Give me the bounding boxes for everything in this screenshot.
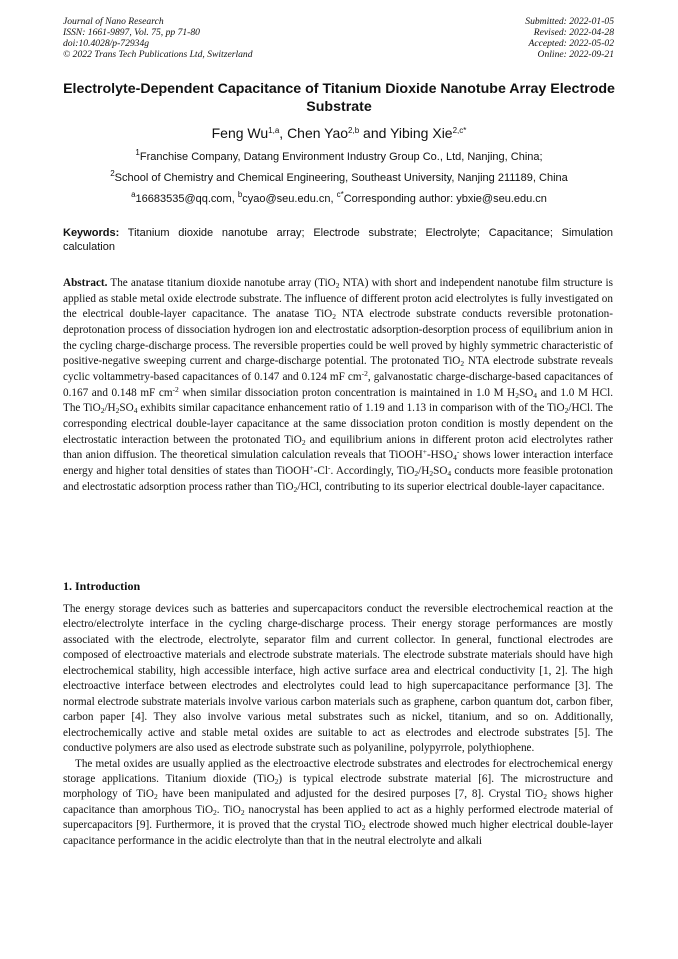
journal-doi: doi:10.4028/p-72934g <box>63 38 150 49</box>
journal-header <box>63 16 363 60</box>
affiliation-mark: 1 <box>135 148 140 157</box>
affiliation-text: School of Chemistry and Chemical Engineering, Southeast University, Nanjing 211189, China <box>114 172 568 184</box>
subscript: 2 <box>100 406 105 416</box>
date-revised: Revised: 2022-04-28 <box>533 27 614 38</box>
author-emails <box>60 192 618 206</box>
paragraph <box>63 757 613 850</box>
paragraph-text: ) is typical electrode substrate material [6]. The microstructure and morphology of TiO <box>63 772 613 801</box>
email-link[interactable]: cyao@seu.edu.cn, <box>242 193 337 205</box>
paragraph-text: shows higher capacitance than amorphous TiO <box>63 788 613 816</box>
affiliation-1 <box>60 150 618 164</box>
affiliation-text: Franchise Company, Datang Environment Industry Group Co., Ltd, Nanjing, China; <box>139 151 543 163</box>
abstract-text: -HSO <box>426 449 454 462</box>
email-mark: c* <box>336 190 344 199</box>
abstract-text: exhibits similar capacitance enhancement ratio of 1.19 and 1.13 in comparison with of the TiO <box>137 402 565 415</box>
abstract-text: and 1.0 M HCl. The TiO <box>63 386 613 415</box>
subscript: 2 <box>332 312 337 322</box>
email-link[interactable]: Corresponding author: ybxie@seu.edu.cn <box>343 193 547 205</box>
subscript: 4 <box>447 468 452 478</box>
subscript: 2 <box>115 406 120 416</box>
abstract-text: NTA) with short and independent nanotube film structure is applied as stable metal oxide electrode substrate. The influence of different proton acid electrolytes is fully investigated on the electrical double-layer capacitance. The anatase TiO <box>63 277 614 321</box>
date-online: Online: 2022-09-21 <box>537 49 614 60</box>
superscript: - <box>327 462 331 472</box>
subscript: 2 <box>240 807 245 817</box>
abstract-text: /H <box>104 402 116 415</box>
superscript: + <box>309 462 314 472</box>
keywords-label: Keywords: <box>63 227 120 239</box>
subscript: 2 <box>153 792 158 802</box>
section-heading-introduction: 1. Introduction <box>63 579 141 593</box>
paper-title: Electrolyte-Dependent Capacitance of Titanium Dioxide Nanotube Array Electrode Substrate <box>63 81 615 115</box>
subscript: 4 <box>133 406 138 416</box>
journal-issn: ISSN: 1661-9897, Vol. 75, pp 71-80 <box>63 27 200 38</box>
abstract-text: -Cl <box>313 464 328 477</box>
date-accepted: Accepted: 2022-05-02 <box>528 38 614 49</box>
subscript: 2 <box>564 406 569 416</box>
email-mark: b <box>237 190 243 199</box>
superscript: -2 <box>172 384 179 394</box>
abstract-text: The anatase titanium dioxide nanotube array (TiO <box>107 277 336 289</box>
abstract-text: /H <box>418 464 430 477</box>
subscript: 4 <box>533 390 538 400</box>
author-affiliation-mark: 1,a <box>268 126 280 135</box>
paragraph-text: The metal oxides are usually applied as the electroactive electrode substrates and electrodes for electrochemical energy storage applications. Titanium dioxide (TiO <box>63 757 613 785</box>
abstract-text: /HCl, contributing to its superior electrical double-layer capacitance. <box>297 480 605 493</box>
author-affiliation-mark: 2,b <box>348 126 360 135</box>
author-affiliation-mark: 2,c* <box>452 126 467 135</box>
affiliation-2 <box>60 171 618 185</box>
introduction-body <box>63 602 613 849</box>
abstract-text: and equilibrium anions in different proton acid electrolytes rather than anion diffusion. The theoretical simulation calculation reveals that TiOOH <box>63 433 614 462</box>
abstract-label: Abstract. <box>63 277 108 289</box>
abstract-text: shows lower interaction interface energy and higher total densities of states than TiOOH <box>63 449 613 477</box>
abstract-text: NTA electrode substrate conducts reversible protonation-deprotonation process of dissociation hydrogen ion and electrostatic adsorption-desorption process of equilibrium anion in the cycling charge-discharge process. The reversible properties could be well proved by highly symmetric characteristic of positive-negative sweeping current and charge-discharge potential. The protonated TiO <box>63 308 614 368</box>
affiliation-mark: 2 <box>110 169 115 178</box>
author-name: Yibing Xie <box>390 125 453 141</box>
subscript: 2 <box>361 823 366 833</box>
email-link[interactable]: 16683535@qq.com, <box>135 193 238 205</box>
subscript: 2 <box>274 776 279 786</box>
abstract-text: . Accordingly, TiO <box>330 464 415 477</box>
abstract-text: SO <box>433 464 448 477</box>
submission-dates <box>414 16 614 60</box>
subscript: 2 <box>213 807 217 817</box>
journal-name: Journal of Nano Research <box>63 16 164 27</box>
subscript: 2 <box>414 468 419 478</box>
subscript: 2 <box>515 390 519 400</box>
author-list <box>60 124 618 142</box>
subscript: 2 <box>543 792 547 802</box>
superscript: - <box>456 447 460 457</box>
superscript: -2 <box>361 368 368 378</box>
subscript: 2 <box>429 468 434 478</box>
abstract-text: , galvanostatic charge-discharge-based capacitances of 0.167 and 0.148 mF cm <box>63 370 613 399</box>
abstract-text: when similar dissociation proton concentration is maintained in 1.0 M H <box>178 386 516 399</box>
abstract <box>63 276 613 495</box>
abstract-text: SO <box>119 402 134 415</box>
keywords-text: Titanium dioxide nanotube array; Electrode substrate; Electrolyte; Capacitance; Simulation calculation <box>63 227 613 253</box>
subscript: 2 <box>301 437 306 447</box>
paragraph: The energy storage devices such as batteries and supercapacitors conduct the reversible electrochemical reaction at the electro/electrolyte interface in the cycling charge-discharge process. Their energy storage performances are mostly associated with the electrode, electrolyte, separator film and current collector. In general, functional electrodes are composed of electroactive materials and electrode substrate materials. The electrode substrate materials should have high electrochemical stability, high accessible interface, high active surface area and electrical conductivity [1, 2]. The high electroactive interface between electrodes and electrolytes could lead to high supercapacitance performance [3]. The normal electrode substrate materials involve various carbon materials such as graphene, carbon quantum dot, carbon fiber, carbon paper [4]. They also involve various metal substrates such as nickel, titanium, and so on. Additionally, electrochemically active and stable metal oxides are suitable to act as electrodes and electrode substrates [5]. The conductive polymers are also used as electrode substrate such as polyaniline, polypyrrole, polythiophene. <box>63 603 613 755</box>
superscript: + <box>422 447 427 457</box>
email-mark: a <box>131 190 136 199</box>
author-name: Chen Yao <box>287 125 349 141</box>
journal-copyright: © 2022 Trans Tech Publications Ltd, Switzerland <box>63 49 253 60</box>
paragraph-text: nanocrystal has been applied to act as a highly performed electrode material of supercapacitors [9]. Furthermore, it is proved that the crystal TiO <box>63 803 613 832</box>
paragraph-text: . TiO <box>216 803 241 816</box>
author-name: Feng Wu <box>211 125 269 141</box>
abstract-text: NTA electrode substrate reveals cyclic voltammetry-based capacitances of 0.147 and 0.124 mF cm <box>63 355 613 383</box>
abstract-text: SO <box>518 386 534 399</box>
subscript: 2 <box>293 484 298 494</box>
author-separator: , <box>279 125 288 141</box>
date-submitted: Submitted: 2022-01-05 <box>525 16 614 27</box>
paragraph-text: electrode showed much higher electrical double-layer capacitance performance in the acidic electrolyte than that in the neutral electrolyte and alkali <box>63 819 613 847</box>
keywords <box>63 226 613 254</box>
subscript: 4 <box>453 453 457 463</box>
paragraph-text: have been manipulated and adjusted for the desired purposes [7, 8]. Crystal TiO <box>157 788 544 801</box>
subscript: 2 <box>335 281 340 290</box>
abstract-text: /HCl. The corresponding electrical double-layer capacitance at the same dissociation proton condition is mostly dependent on the electrostatic interaction between the protonated TiO <box>63 402 613 446</box>
author-separator: and <box>359 125 391 141</box>
abstract-text: conducts more feasible protonation and electrostatic adsorption process rather than TiO <box>63 464 613 493</box>
subscript: 2 <box>460 359 465 369</box>
